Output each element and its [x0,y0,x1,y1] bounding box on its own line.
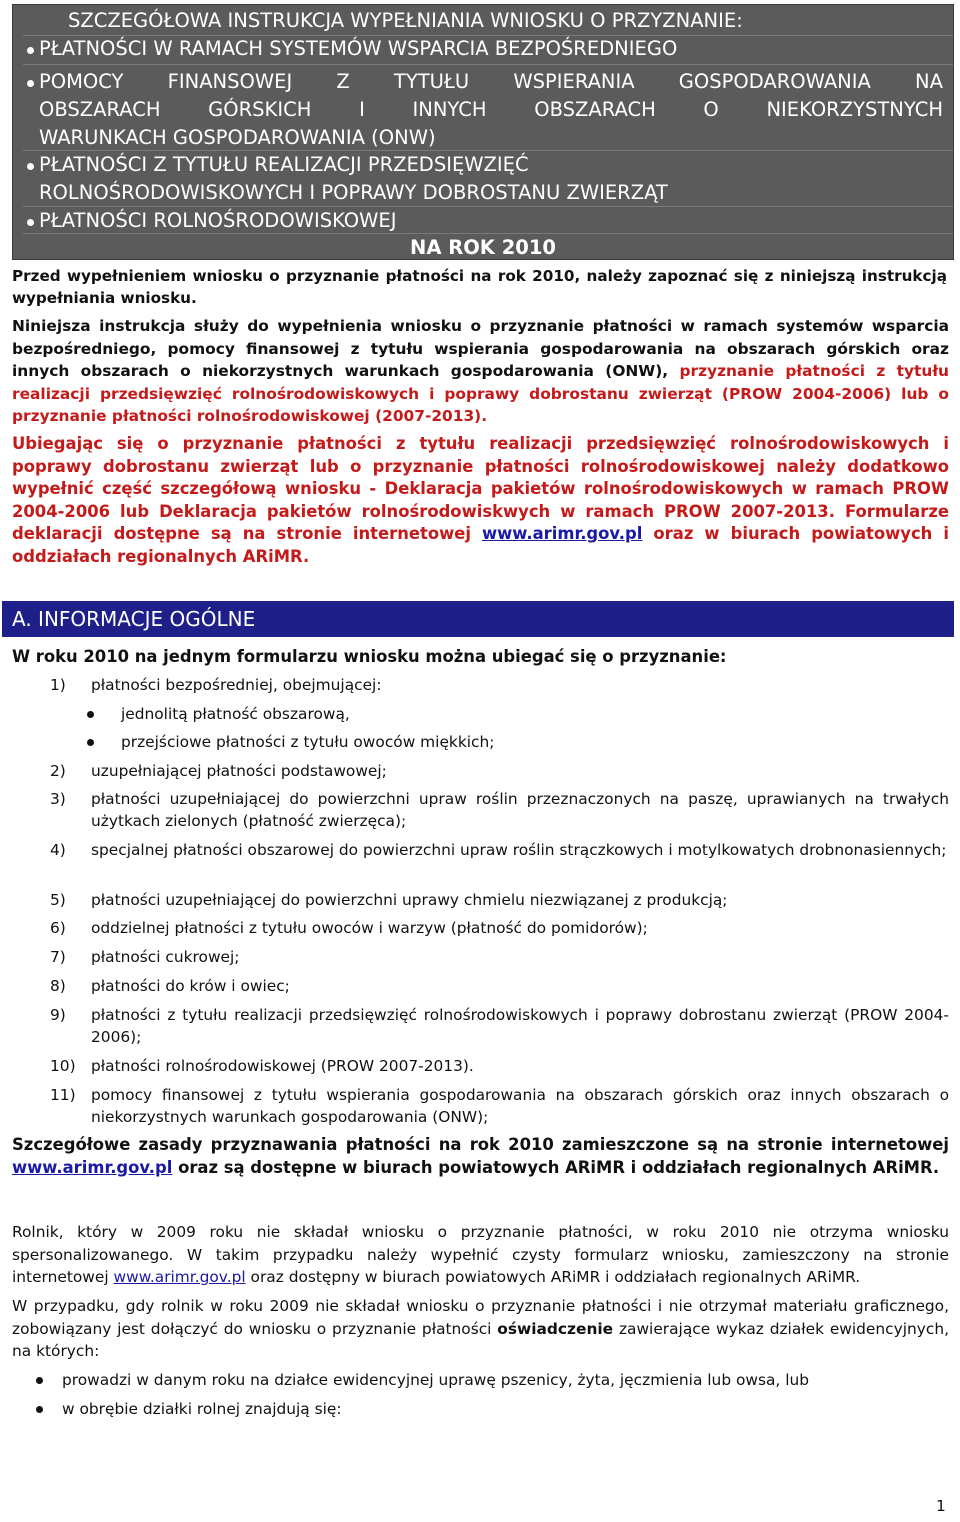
item-text: płatności cukrowej; [91,948,240,966]
item-text: płatności bezpośredniej, obejmującej: [91,676,382,694]
subitem-text: przejściowe płatności z tytułu owoców miękkich; [121,733,495,751]
new-farmer-text: Rolnik, który w 2009 roku nie składał wniosku o przyznanie płatności, w roku 2010 nie otrzyma wniosku spersonalizowanego. W takim przypadku należy wypełnić czysty formularz wniosku, zamieszczony na stronie internetowej [12,1223,949,1286]
divider [23,64,953,65]
item-number: 4) [50,841,66,859]
paragraph-statement [12,1295,949,1363]
arimr-link[interactable]: www.arimr.gov.pl [113,1268,246,1286]
item-number: 11) [50,1086,76,1104]
title-line [13,7,953,35]
arimr-link[interactable]: www.arimr.gov.pl [12,1157,173,1177]
title-bullet-2-line-3 [13,124,953,152]
word: WSPIERANIA [513,70,635,93]
paragraph-declaration [12,433,949,568]
title-bullet-text: ROLNOŚRODOWISKOWYCH I POPRAWY DOBROSTANU ZWIERZĄT [39,181,668,204]
bullet-icon [87,739,94,746]
item-text: płatności z tytułu realizacji przedsięwzięć rolnośrodowiskowych i poprawy dobrostanu zwierząt (PROW 2004-2006); [91,1006,949,1046]
item-text: oddzielnej płatności z tytułu owoców i warzyw (płatność do pomidorów); [91,919,648,937]
bullet-icon [87,711,94,718]
word: I [359,98,365,121]
item-text: płatności do krów i owiec; [91,977,290,995]
word: FINANSOWEJ [167,70,293,93]
statement-text-end: zawierające wykaz działek ewidencyjnych, na których: [12,1319,949,1360]
intro-text: Przed wypełnieniem wniosku o przyznanie płatności na rok 2010, należy zapoznać się z niniejszą instrukcją wypełniania wniosku. [12,267,947,307]
item-text: specjalnej płatności obszarowej do powierzchni upraw roślin strączkowych i motylkowatych drobnonasiennych; [91,841,947,859]
title-bullet-1 [13,35,953,63]
word: GOSPODAROWANIA [678,70,871,93]
word: TYTUŁU [393,70,470,93]
title-bullet-3-line-2 [13,179,953,207]
details-text-end: oraz są dostępne w biurach powiatowych ARiMR i oddziałach regionalnych ARiMR. [178,1157,940,1177]
item-number: 7) [50,948,66,966]
item-text: pomocy finansowej z tytułu wspierania gospodarowania na obszarach górskich oraz innych obszarach o niekorzystnych warunkach gospodarowania (ONW); [91,1086,949,1126]
year-line [13,234,953,262]
intro-note [12,265,947,309]
item-text: uzupełniającej płatności podstawowej; [91,762,387,780]
section-title: A. INFORMACJE OGÓLNE [12,607,256,631]
new-farmer-text-end: oraz dostępny w biurach powiatowych ARiMR i oddziałach regionalnych ARiMR. [250,1268,861,1286]
word: OBSZARACH [39,98,161,121]
title-bullet-text: WARUNKACH GOSPODAROWANIA (ONW) [39,126,436,149]
item-text: płatności uzupełniającej do powierzchni uprawy chmielu niezwiązanej z produkcją; [91,891,728,909]
subitem-text: jednolitą płatność obszarową, [121,705,350,723]
paragraph-purpose [12,315,949,428]
statement-text: W przypadku, gdy rolnik w roku 2009 nie składał wniosku o przyznanie płatności i nie otrzymał materiału graficznego, zobowiązany jest dołączyć do wniosku o przyznanie płatności [12,1297,949,1338]
item-number: 9) [50,1006,66,1024]
item-number: 5) [50,891,66,909]
bullet-icon [27,163,34,170]
word: NA [915,70,943,93]
title-bullet-2 [13,68,953,96]
word: OBSZARACH [534,98,656,121]
declaration-text-end: oraz w biurach powiatowych i oddziałach regionalnych ARiMR. [12,524,949,566]
word: GÓRSKICH [208,98,312,121]
word: NIEKORZYSTNYCH [766,98,943,121]
title-bullet-text [39,96,943,124]
bullet-icon [36,1406,43,1413]
bullet-icon [27,47,34,54]
item-number: 10) [50,1057,76,1075]
bullet-icon [27,219,34,226]
subheading: W roku 2010 na jednym formularzu wniosku można ubiegać się o przyznanie: [12,647,727,666]
word: INNYCH [412,98,487,121]
title-bullet-4 [13,207,953,235]
word: Z [336,70,350,93]
item-number: 8) [50,977,66,995]
purpose-text-red: przyznanie płatności z tytułu realizacji przedsięwzięć rolnośrodowiskowych i poprawy dobrostanu zwierząt (PROW 2004-2006) lub o przyznanie płatności rolnośrodowiskowej (2007-2013). [12,362,950,425]
bullet-text: w obrębie działki rolnej znajdują się: [62,1400,342,1418]
page-number: 1 [936,1497,946,1515]
item-number: 6) [50,919,66,937]
title-bullet-2-line-2 [13,96,953,124]
statement-bold: oświadczenie [497,1319,614,1338]
arimr-link[interactable]: www.arimr.gov.pl [482,524,643,543]
item-number: 3) [50,790,66,808]
title-bullet-text [39,68,943,96]
bullet-icon [36,1377,43,1384]
bullet-text: prowadzi w danym roku na działce ewidencyjnej uprawę pszenicy, żyta, jęczmienia lub owsa, lub [62,1371,810,1389]
title-bullet-text: PŁATNOŚCI ROLNOŚRODOWISKOWEJ [39,209,397,232]
title-bullet-text: PŁATNOŚCI Z TYTUŁU REALIZACJI PRZEDSIĘWZIĘĆ [39,153,529,176]
item-text: płatności uzupełniającej do powierzchni upraw roślin przeznaczonych na paszę, uprawianych na trwałych użytkach zielonych (płatność zwierzęca); [91,790,949,830]
item-text: płatności rolnośrodowiskowej (PROW 2007-2013). [91,1057,474,1075]
title-bullet-text: PŁATNOŚCI W RAMACH SYSTEMÓW WSPARCIA BEZPOŚREDNIEGO [39,37,678,60]
year-label: NA ROK 2010 [410,236,556,259]
title-banner [12,4,954,260]
paragraph-new-farmer [12,1221,949,1289]
item-number: 2) [50,762,66,780]
word: O [703,98,719,121]
title-bullet-3 [13,151,953,179]
declaration-text: Ubiegając się o przyznanie płatności z tytułu realizacji przedsięwzięć rolnośrodowiskowych i poprawy dobrostanu zwierząt lub o przyznanie płatności rolnośrodowiskowej należy dodatkowo wypełnić część szczegółową wniosku - Deklaracja pakietów rolnośrodowiskowych w ramach PROW 2004-2006 lub Deklaracja pakietów rolnośrodowiskwych w ramach PROW 2007-2013. Formularze deklaracji dostępne są na stronie internetowej [12,434,949,543]
section-header [2,601,954,637]
purpose-text: Niniejsza instrukcja służy do wypełnienia wniosku o przyznanie płatności w ramach systemów wsparcia bezpośredniego, pomocy finansowej z tytułu wspierania gospodarowania na obszarach górskich oraz innych obszarach o niekorzystnych warunkach gospodarowania (ONW), [12,317,949,380]
details-text: Szczegółowe zasady przyznawania płatności na rok 2010 zamieszczone są na stronie internetowej [12,1135,949,1154]
paragraph-details [12,1134,949,1179]
bullet-icon [27,80,34,87]
document-title: SZCZEGÓŁOWA INSTRUKCJA WYPEŁNIANIA WNIOSKU O PRZYZNANIE: [68,9,743,32]
word: POMOCY [39,70,124,93]
item-number: 1) [50,676,66,694]
